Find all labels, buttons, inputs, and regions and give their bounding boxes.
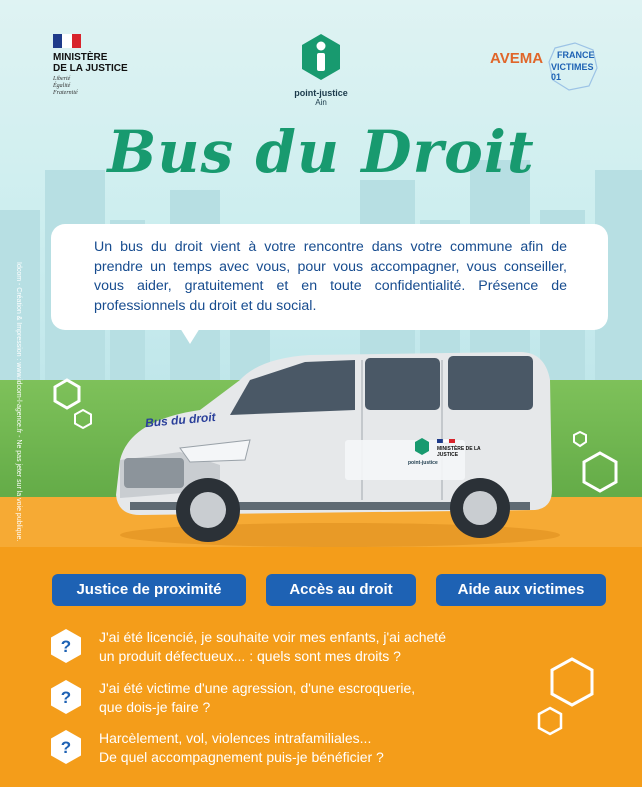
bus-van-illustration: [100, 340, 560, 550]
point-justice-logo: [276, 32, 366, 107]
svg-text:?: ?: [60, 688, 72, 707]
ministry-motto-2: Égalité: [53, 83, 71, 89]
faq-line-1: J'ai été licencié, je souhaite voir mes enfants, j'ai acheté: [99, 629, 446, 645]
faq-text: [99, 628, 569, 666]
side-credit-wrap: [12, 262, 24, 602]
hexagon-deco-2: [73, 408, 93, 430]
pill-acces-droit: Accès au droit: [266, 574, 416, 606]
faq-line-2: que dois-je faire ?: [99, 699, 211, 715]
van-hood-label: Bus du droit: [144, 409, 217, 431]
pill-aide-victimes: Aide aux victimes: [436, 574, 606, 606]
faq-line-1: Harcèlement, vol, violences intrafamiliales...: [99, 730, 372, 746]
faq-line-2: un produit défectueux... : quels sont mes droits ?: [99, 648, 401, 664]
french-flag-icon: [53, 34, 81, 48]
ministry-motto-3: Fraternité: [53, 90, 78, 96]
info-bubble: [51, 224, 608, 330]
van-door-pj: point-justice: [408, 460, 438, 466]
hexagon-deco-3: [572, 430, 588, 448]
point-justice-icon: [299, 32, 343, 82]
pill-justice-proximite: Justice de proximité: [52, 574, 246, 606]
question-hexagon-icon: [50, 679, 82, 715]
question-hexagon-icon: [50, 628, 82, 664]
faq-line-2: De quel accompagnement puis-je bénéficier ?: [99, 749, 384, 765]
side-credit: Idcom - Création & Impression : www.idcom-l-agence.fr - Ne pas jeter sur la voie publique.: [15, 262, 22, 542]
faq-item: [50, 729, 570, 771]
question-hexagon-icon: [50, 729, 82, 765]
faq-item: [50, 679, 570, 721]
poster-title: Bus du Droit: [107, 118, 535, 186]
ministry-motto-1: Liberté: [53, 76, 71, 82]
ministry-line1: MINISTÈRE: [53, 52, 108, 63]
svg-text:?: ?: [60, 637, 72, 656]
france-victimes-line2: VICTIMES 01: [551, 62, 594, 82]
faq-item: [50, 628, 570, 670]
svg-text:?: ?: [60, 738, 72, 757]
hexagon-deco-1: [52, 378, 82, 410]
faq-text: [99, 679, 569, 717]
point-justice-name: point-justice: [294, 88, 348, 98]
point-justice-location: Ain: [315, 98, 327, 107]
faq-line-1: J'ai été victime d'une agression, d'une escroquerie,: [99, 680, 416, 696]
ministry-line2: DE LA JUSTICE: [53, 63, 128, 74]
faq-text: [99, 729, 569, 767]
france-victimes-logo: [545, 40, 605, 95]
info-bubble-text: Un bus du droit vient à votre rencontre dans votre commune afin de prendre un temps avec vous, pour vous accompagner, vous conseiller, vous aider, gratuitement et en toute confidentialité. Présence de professionnels du droit et du social.: [94, 239, 567, 314]
van-door-ministry: MINISTÈRE DE LA JUSTICE: [437, 446, 481, 458]
france-victimes-line1: FRANCE: [557, 50, 595, 60]
ministry-logo: [53, 34, 163, 97]
hexagon-deco-4: [580, 450, 620, 494]
avema-logo: AVEMA: [490, 50, 544, 67]
